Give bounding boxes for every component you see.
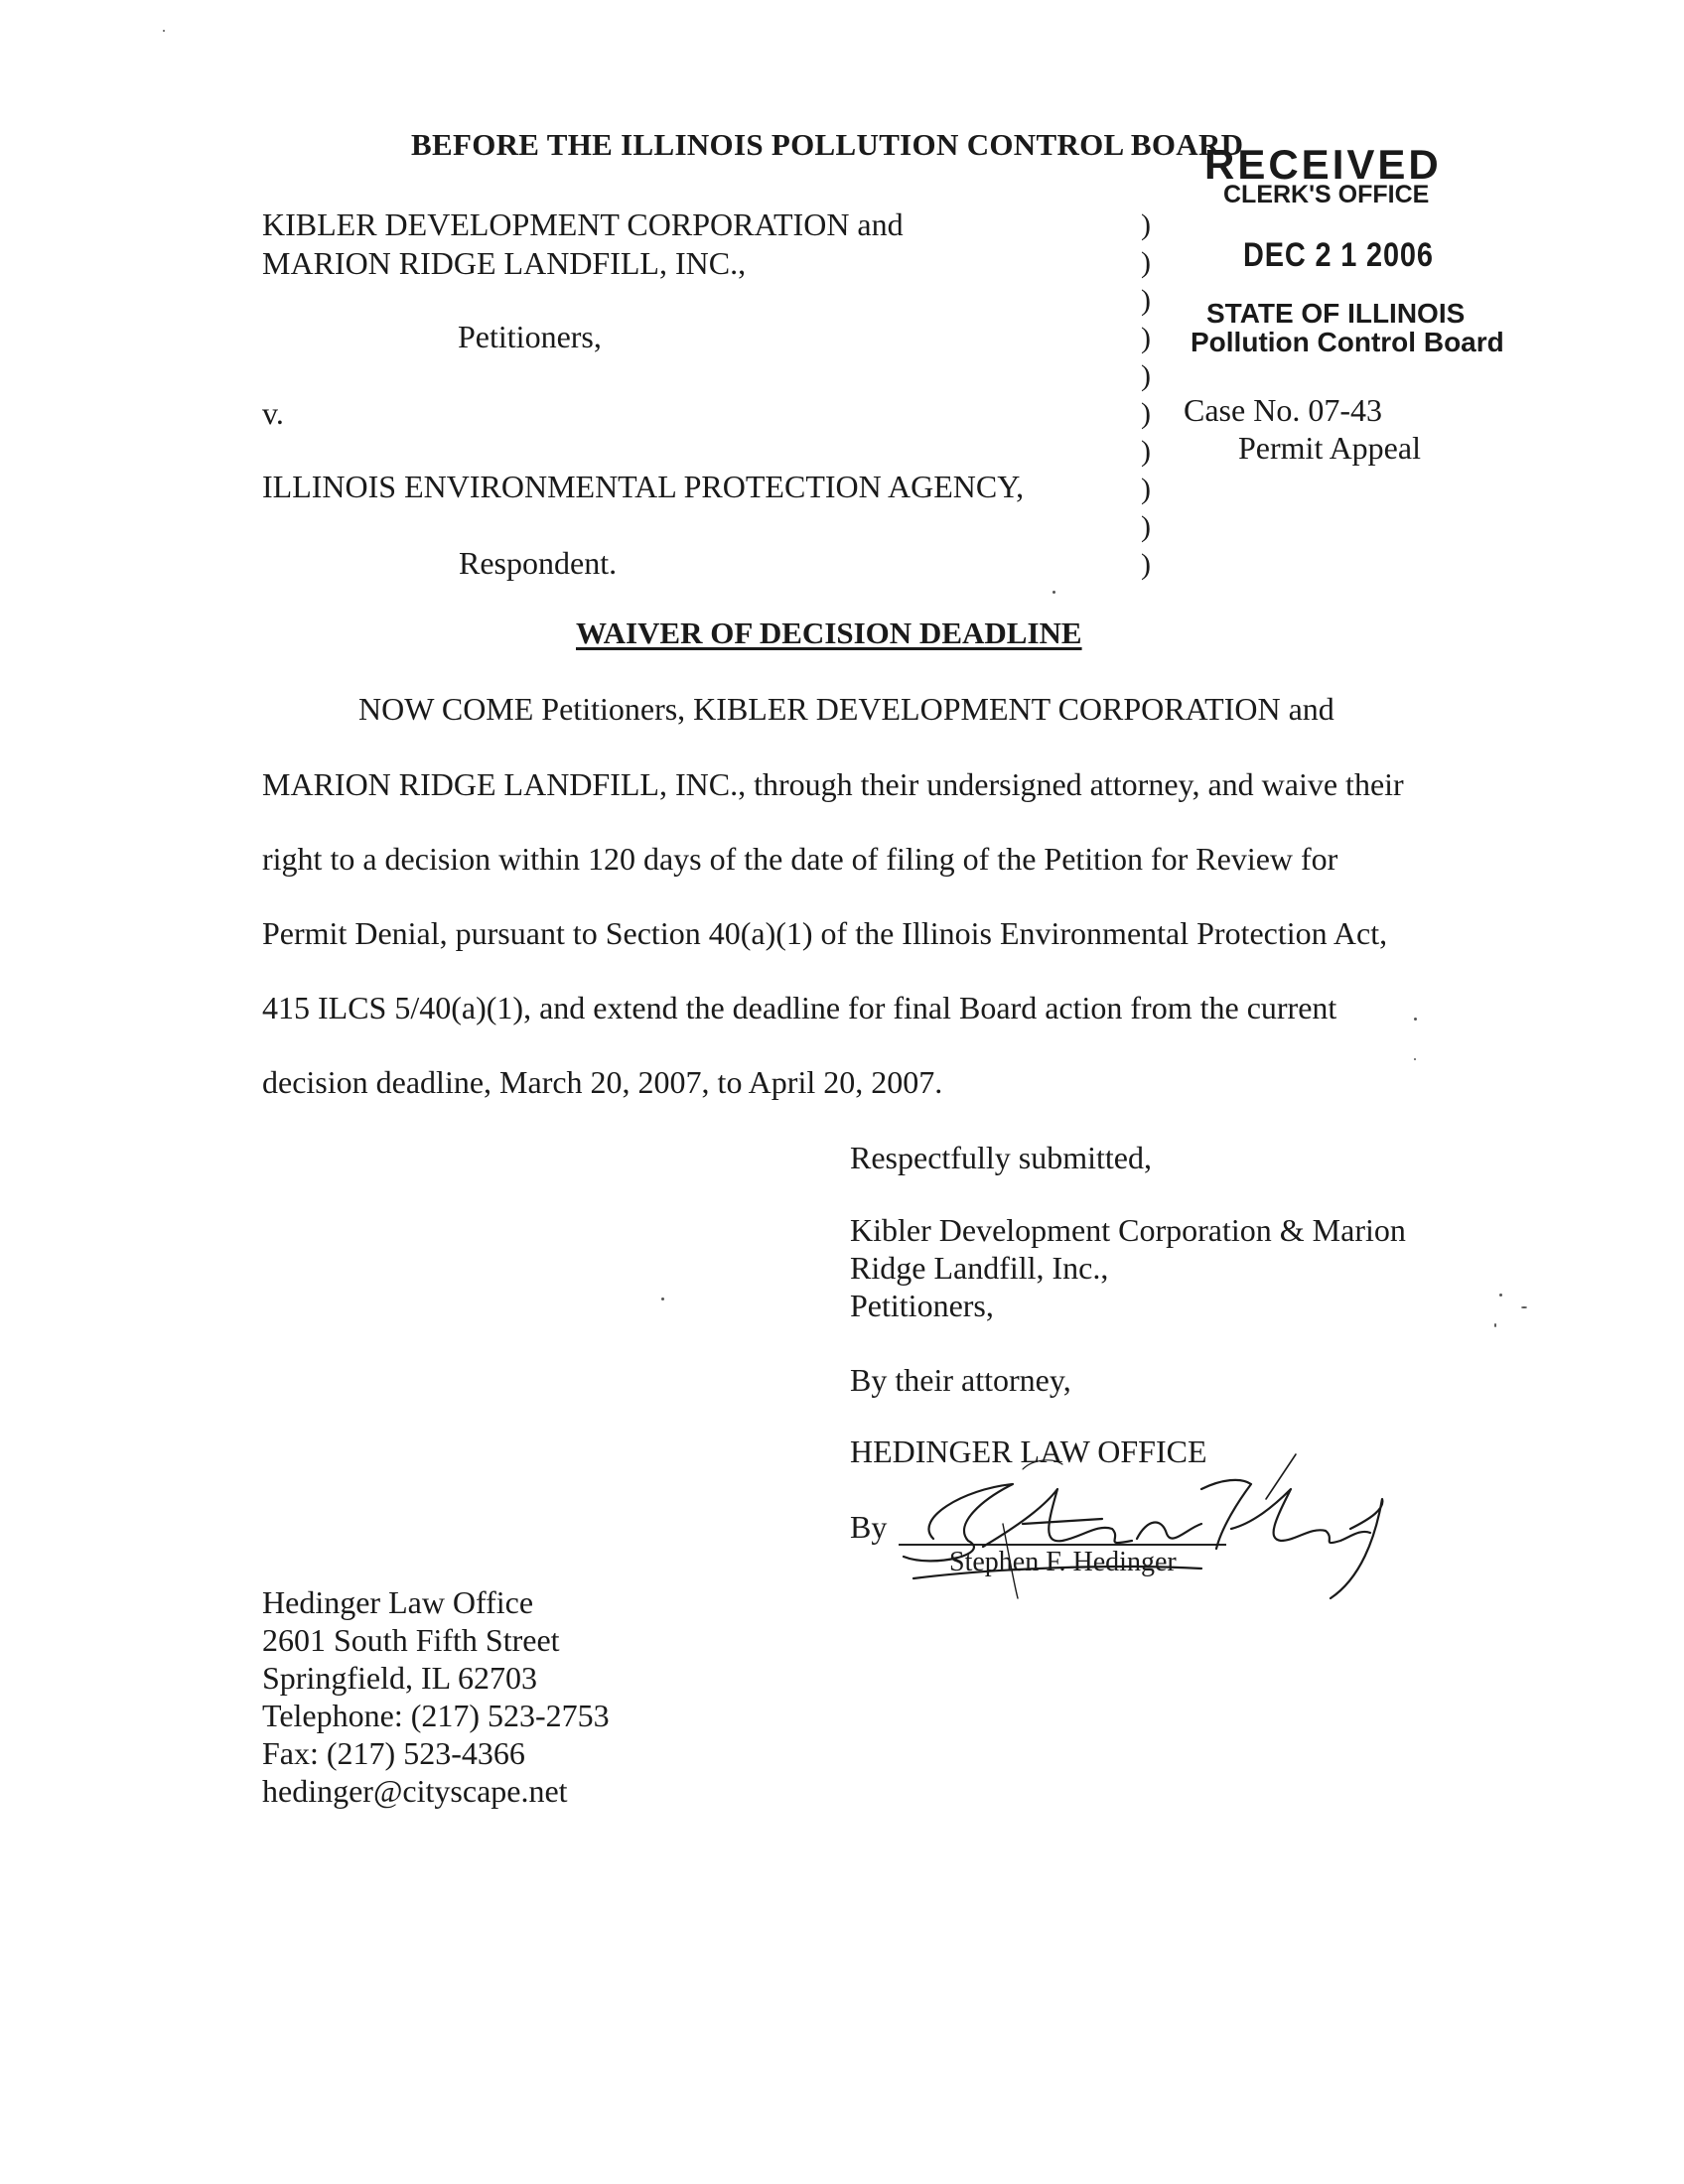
scan-speck: [1499, 1294, 1502, 1297]
scan-speck: [1414, 1058, 1416, 1060]
respondent-label: Respondent.: [459, 545, 618, 581]
contact-fax: Fax: (217) 523-4366: [262, 1735, 525, 1771]
contact-city: Springfield, IL 62703: [262, 1660, 537, 1696]
case-number: Case No. 07-43: [1184, 392, 1382, 428]
document-heading: WAIVER OF DECISION DEADLINE: [576, 615, 1082, 650]
handwritten-signature: [874, 1430, 1410, 1618]
stamp-office: CLERK'S OFFICE: [1223, 181, 1430, 208]
contact-name: Hedinger Law Office: [262, 1584, 534, 1620]
body-line: MARION RIDGE LANDFILL, INC., through their undersigned attorney, and waive their: [262, 766, 1404, 802]
caption-paren: ): [1141, 359, 1151, 392]
caption-paren: ): [1141, 284, 1151, 317]
body-line: NOW COME Petitioners, KIBLER DEVELOPMENT CORPORATION and: [358, 691, 1334, 727]
scan-speck: [1494, 1323, 1496, 1327]
scan-speck: [163, 30, 165, 32]
contact-email: hedinger@cityscape.net: [262, 1773, 568, 1809]
respondent-name: ILLINOIS ENVIRONMENTAL PROTECTION AGENCY,: [262, 469, 1025, 504]
firm-name: HEDINGER LAW OFFICE: [850, 1433, 1207, 1469]
stamp-state: STATE OF ILLINOIS: [1206, 298, 1466, 329]
body-line: 415 ILCS 5/40(a)(1), and extend the deadline for final Board action from the current: [262, 990, 1337, 1025]
caption-paren: ): [1141, 510, 1151, 543]
party-line-1: Kibler Development Corporation & Marion: [850, 1212, 1406, 1248]
contact-street: 2601 South Fifth Street: [262, 1622, 560, 1658]
petitioner-line-2: MARION RIDGE LANDFILL, INC.,: [262, 245, 747, 281]
court-title: BEFORE THE ILLINOIS POLLUTION CONTROL BOARD: [411, 127, 1244, 162]
stamp-received: RECEIVED: [1204, 141, 1442, 188]
body-line: Permit Denial, pursuant to Section 40(a)(1) of the Illinois Environmental Protection Act,: [262, 915, 1388, 951]
body-line: right to a decision within 120 days of the date of filing of the Petition for Review for: [262, 841, 1338, 877]
contact-telephone: Telephone: (217) 523-2753: [262, 1698, 610, 1733]
scan-speck: [1521, 1306, 1527, 1308]
stamp-date: DEC 2 1 2006: [1243, 236, 1434, 274]
petitioner-line-1: KIBLER DEVELOPMENT CORPORATION and: [262, 206, 904, 242]
signer-name: Stephen F. Hedinger: [949, 1547, 1177, 1577]
caption-paren: ): [1141, 322, 1151, 354]
closing: Respectfully submitted,: [850, 1140, 1152, 1175]
petitioners-label: Petitioners,: [458, 319, 602, 354]
caption-paren: ): [1141, 473, 1151, 505]
scan-speck: [1414, 1018, 1417, 1021]
caption-paren: ): [1141, 435, 1151, 468]
caption-paren: ): [1141, 397, 1151, 430]
caption-paren: ): [1141, 548, 1151, 581]
by-label: By: [850, 1509, 888, 1545]
stamp-board: Pollution Control Board: [1191, 327, 1504, 357]
scan-speck: [1052, 591, 1055, 594]
scan-speck: [661, 1297, 664, 1300]
party-line-3: Petitioners,: [850, 1288, 994, 1323]
case-type: Permit Appeal: [1238, 430, 1421, 466]
caption-paren: ): [1141, 246, 1151, 279]
by-attorney: By their attorney,: [850, 1362, 1071, 1398]
body-line: decision deadline, March 20, 2007, to April 20, 2007.: [262, 1064, 943, 1100]
party-line-2: Ridge Landfill, Inc.,: [850, 1250, 1109, 1286]
versus: v.: [262, 395, 284, 431]
caption-paren: ): [1141, 208, 1151, 241]
